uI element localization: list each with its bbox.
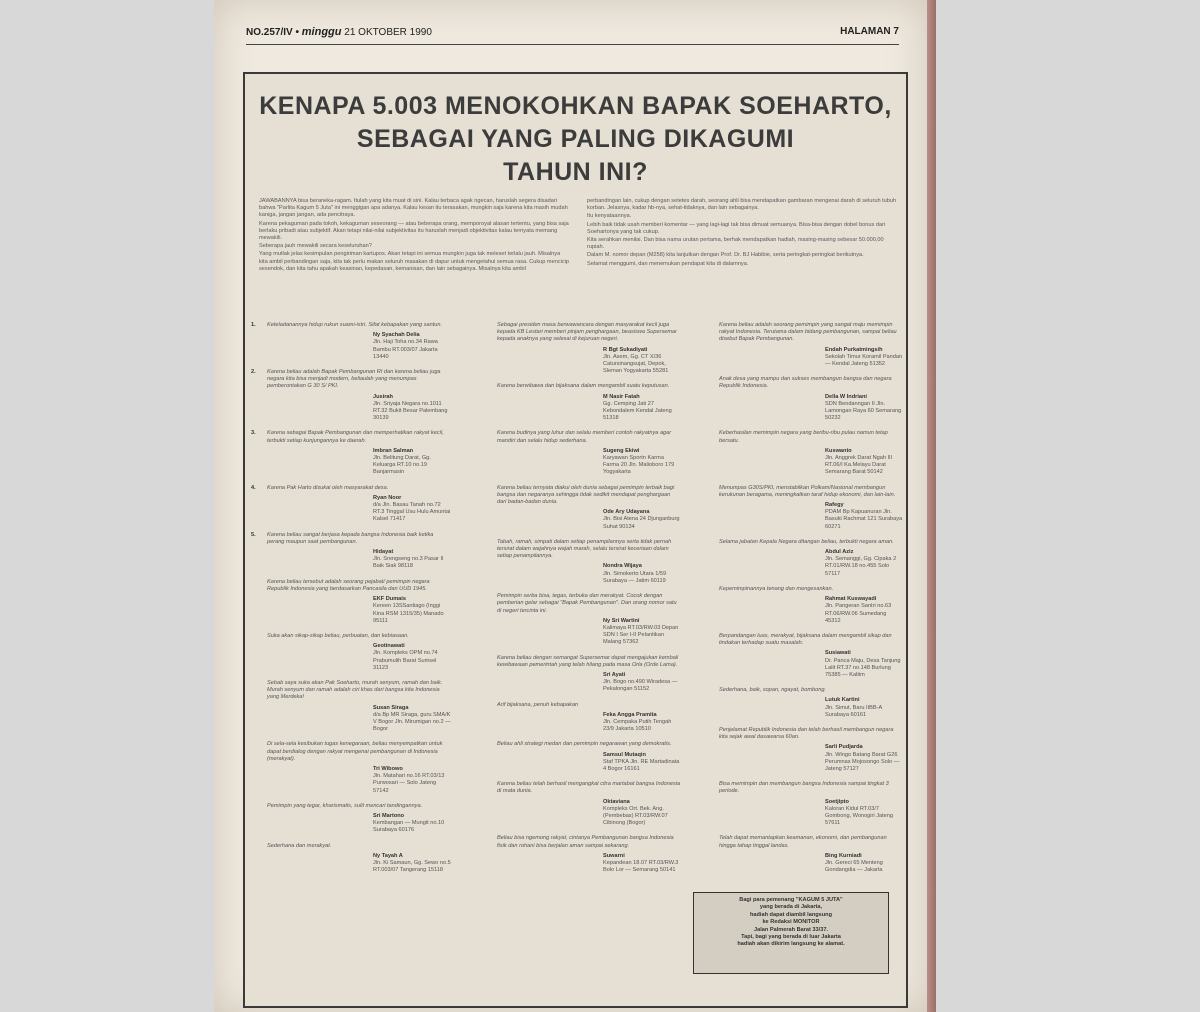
intro-left: [259, 198, 569, 274]
reader-entry: [481, 835, 681, 874]
entry-signature: [373, 495, 451, 524]
entry-address: Jln. Pangeran Santri no.63 RT.06/RW.06 Sumedang 45312: [825, 603, 892, 624]
entry-name: Nondra Wijaya: [603, 563, 642, 570]
notice-line: hadiah dapat diambil langsung: [749, 911, 833, 918]
entry-name: EKF Dumais: [373, 596, 406, 603]
entry-name: Abdul Aziz: [825, 549, 854, 556]
entry-address: Jln. Anggrek Darat Ngah III RT.06/I Ka.Melayu Darat Semarang Barat 50142: [825, 455, 893, 476]
entry-signature: [825, 744, 903, 773]
entry-quote: Bisa memimpin dan membangun bangsa Indonesia sampai tingkat 3 periode.: [719, 781, 889, 795]
entry-name: Tri Wibowo: [373, 765, 403, 772]
notice-line: ke Redaksi MONITOR: [762, 919, 820, 926]
entry-address: Kembangan — Mungit no.10 Surabaya 60176: [373, 820, 445, 834]
entry-signature: [825, 596, 903, 625]
entry-signature: [825, 394, 903, 423]
entry-name: Lutuk Kartini: [825, 697, 860, 704]
entry-signature: [825, 347, 903, 369]
entry-signature: [373, 813, 451, 835]
entry-address: Jln. Simut, Baru IIBB-A Surabaya 60161: [825, 704, 882, 718]
entry-address: Kaloran Kidul RT.03/7 Gombong, Wonogiri Jateng 57611: [825, 805, 893, 827]
reader-entry: [481, 430, 681, 476]
issue-date: 21 OKTOBER 1990: [344, 27, 432, 38]
entry-quote: Suka akan sikap-sikap beliau, perbuatan, dan kebiasaan.: [267, 632, 409, 639]
entry-name: Sri Martono: [373, 812, 405, 819]
reader-entry: [703, 835, 903, 874]
entry-name: Geotinawati: [373, 643, 405, 650]
entry-name: Susan Siraga: [373, 704, 409, 711]
entry-signature: [373, 643, 451, 672]
entry-address: Kepandean 18.07 RT.03/RW.3 Bolo Lor — Semarang 50141: [603, 859, 679, 874]
entry-address: Jln. Semanggi, Gg. Cipaka 2 RT.01/RW.18 no.455 Solo 57117: [825, 556, 897, 577]
entry-address: Jln. Sriyaja Negara no.1011 RT.32 Bukit Besar Palembang 30139: [373, 400, 448, 422]
reader-entry: [481, 539, 681, 585]
reader-entry: [703, 727, 903, 773]
entry-signature: [373, 332, 451, 361]
entry-signature: [825, 448, 903, 477]
entry-quote: Di sela-sela kesibukan tugas kenegaraan, beliau menyempatkan untuk dapat berdialog dengan rakyat mengenai pembangunan di Indonesia (merakyat).: [267, 741, 443, 762]
entry-signature: [373, 596, 451, 625]
entry-quote: Penjelamat Republik Indonesia dan telah berhasil membangun negara kita sejak awal dasawarsa 60an.: [719, 726, 894, 741]
entry-address: Jln. Ki Samaun, Gg. Sewo no.5 RT.003/07 Tangerang 15118: [373, 859, 451, 874]
reader-entry: [251, 803, 451, 835]
entry-name: Oktaviana: [603, 798, 630, 805]
entry-quote: Sebagai presiden masa berwawancara dengan masyarakat kecil juga kepada KB Lestari memberi pinjam penghargaan, beasiswa Supersemar kepada anaknya yang selesai di kejuruan negeri.: [497, 322, 678, 343]
entry-address: d/a Bp MR Siraga, guru SMA/K V Bogor Jln. Mirumigan no.2 — Bogor: [373, 711, 451, 733]
reader-entry: [703, 485, 903, 531]
entry-address: Jln. Simokerto Utara 1/59 Surabaya — Jatim 60119: [603, 570, 667, 584]
entry-name: Soetjipto: [825, 798, 849, 805]
reader-entry: [481, 781, 681, 827]
entry-name: Ny Sri Wartini: [603, 617, 640, 624]
reader-entry: [251, 322, 451, 361]
entry-quote: Karena budinya yang luhur dan selalu memberi contoh rakyatnya agar mandiri dan selalu hidup sederhana.: [497, 430, 672, 444]
advertorial-box: [243, 72, 908, 1008]
page-edge: [927, 0, 936, 1012]
entry-address: Jln. Asem, Gg. CT X/36 Catursinangsujat, Depok, Sleman Yogyakarta 55281: [603, 353, 669, 375]
entry-signature: [603, 712, 681, 734]
entry-address: Jln. Gereci 65 Menteng Gondangdia — Jakarta: [825, 859, 883, 874]
entry-quote: Selama jabatan Kepala Negara ditangan beliau, terbukti negara aman.: [719, 538, 894, 545]
entry-name: Ny Tayah A: [373, 852, 403, 859]
masthead-rule: [246, 44, 899, 45]
entry-signature: [825, 549, 903, 578]
entry-signature: [603, 394, 681, 423]
reader-entry: [481, 702, 681, 734]
entry-name: Feka Angga Pramita: [603, 711, 657, 718]
entry-name: Ryan Noor: [373, 494, 402, 501]
headline-line: SEBAGAI YANG PALING DIKAGUMI: [356, 125, 795, 153]
entry-quote: Karena beliau telah berhasil mengangkat citra martabat bangsa Indonesia di mata dunia.: [497, 781, 681, 795]
entry-signature: [373, 549, 451, 571]
reader-entry: [251, 680, 451, 733]
entry-name: Jusirah: [373, 393, 393, 400]
entry-quote: Keteladanannya hidup rukun suami-istri. Sifat kebapakan yang santun.: [267, 322, 443, 328]
entry-name: Samsul Mutaqin: [603, 751, 646, 758]
entry-name: Bing Kurniadi: [825, 852, 862, 859]
entry-address: Jln. Kompleks OPM no.74 Prabumulih Barat Sumsel 31123: [373, 650, 438, 671]
notice-line: Tapi, bagi yang berada di luar Jakarta: [741, 934, 841, 941]
entry-address: Jln. Haji Toha no.34 Rawa Bambu RT.003/07 Jakarta 13440: [373, 339, 438, 360]
entries-column-3: [703, 322, 903, 882]
intro-paragraph: Lebih baik tidak usah memberi komentar — yang lagi-lagi tak bisa dimuat semuanya. Bisa-bisa dengan dobel bonus dari Soehartonya yang tak cukup.: [587, 221, 886, 235]
entry-signature: [603, 672, 681, 694]
entry-name: Sugeng Ekiwi: [603, 447, 640, 454]
reader-entry: [251, 532, 451, 571]
intro-paragraph: Seberapa jauh mewakili secara keseluruhan?: [259, 243, 372, 250]
entry-address: Gg. Cemping Jati 27 Kebondalem Kendal Jateng 51318: [603, 400, 672, 422]
entry-signature: [603, 799, 681, 828]
entry-quote: Karena sebagai Bapak Pembangunan dan memperhatikan rakyat kecil, terbukti setiap kunjungannya ke daerah.: [267, 430, 444, 444]
entry-address: Jln. Wingo Batang Barat G26 Perumnas Mojosongo Solo — Jateng 57127: [825, 751, 900, 772]
entry-quote: Karena beliau adalah seorang pemimpin yang sangat maju memimpin rakyat Indonesia. Terutama dalam bidang pembangunan, sampai beliau disebut Bapak Pembangunan.: [719, 322, 897, 343]
entry-number: 2.: [251, 369, 256, 376]
entry-quote: Sederhana dan merakyat.: [267, 842, 332, 849]
entry-quote: Karena beliau adalah Bapak Pembangunan RI dan karena beliau juga negara kita bisa menjadi modern, beliaulah yang menumpas pemberontakan G 30 S/ PKI.: [267, 369, 441, 390]
reader-entry: [481, 383, 681, 422]
entry-quote: Sederhana, baik, sopan, ngayat, bombong.: [719, 687, 826, 694]
headline-line: TAHUN INI?: [503, 158, 648, 186]
entry-address: Karyawan Sportn Karma Farma 20 Jln. Malioboro 179 Yogyakarta: [603, 455, 675, 476]
reader-entry: [251, 579, 451, 625]
entry-name: M Nasir Fatah: [603, 393, 640, 400]
intro-paragraph: Itu kenyataannya.: [587, 213, 632, 220]
entry-signature: [825, 853, 903, 875]
notice-line: yang berada di Jakarta,: [759, 904, 823, 911]
entry-name: Della W Indriani: [825, 393, 867, 400]
entry-quote: Karena beliau ternyata diakui oleh dunia sebagai pemimpin terbaik bagi bangsa dan negaranya sehingga tidak sedikit mendapat penghargaan dari badan-badan dunia.: [497, 484, 675, 506]
entry-quote: Beliau bisa ngemong rakyat, cintanya Pembangunan bangsa Indonesia fisik dan rohani bisa berjalan aman sampai sekarang.: [497, 835, 674, 849]
reader-entry: [251, 633, 451, 672]
entry-signature: [825, 697, 903, 719]
entry-name: Rafegy: [825, 502, 844, 509]
entry-name: Susiawati: [825, 650, 851, 657]
notice-line: hadiah akan dikirim langsung ke alamat.: [737, 941, 845, 948]
entry-quote: Telah dapat memantapkan keamanan, ekonomi, dan pembangunan hingga tahap tinggal landas.: [719, 835, 887, 849]
entry-address: SDN Bendanngan II Jln. Lamongan Raya 60 Semarang 50232: [825, 400, 902, 422]
entry-address: Kalimaya RT.03/RW.03 Depan SDN I Ser I-II Pelantikan Malang 57362: [603, 624, 679, 646]
masthead: NO.257/IV • minggu 21 OKTOBER 1990 HALAMAN 7: [246, 26, 899, 38]
entry-signature: [603, 347, 681, 376]
reader-entry: [251, 485, 451, 524]
entry-address: Dr. Panca Maju, Desa Tanjung Lalit RT.37 no.148 Burlung 75385 — Kaltim: [825, 657, 901, 678]
reader-entry: [251, 843, 451, 875]
entry-signature: [603, 618, 681, 647]
entry-quote: Pemimpin yang tegar, kharismatis, sulit mencari tandingannya.: [267, 802, 423, 809]
newspaper-page: [214, 0, 927, 1012]
entry-quote: Keberhasilan memimpin negara yang beribu-ribu pulau namun tetap bersatu.: [719, 430, 888, 444]
notice-line: Bagi para pemenang "KAGUM 5 JUTA": [739, 897, 843, 903]
entry-signature: [603, 563, 681, 585]
reader-entry: [481, 655, 681, 694]
entry-quote: Tabah, ramah, simpati dalam setiap penampilannya serta tidak pernah tersirat dalam wajahnya wajah marah, selalu tersirat keceriaan dalam setiap penampilannya.: [497, 538, 672, 560]
entry-address: Jln. Srengseng no.3 Pasar II Baik Siak 98118: [373, 556, 444, 570]
entry-quote: Karena beliau dengan semangat Supersemar dapat mengajukan kembali kewibawaan pemerintah yang telah hilang pada masa Orla (Orde Lama).: [497, 654, 679, 668]
entry-quote: Karena berwibawa dan bijaksana dalam mengambil suatu keputusan.: [497, 383, 670, 390]
reader-entry: [251, 430, 451, 476]
entry-signature: [373, 766, 451, 795]
entry-address: Jln. Matahari no.16 RT.03/13 Purwosari — Solo Jateng 57142: [373, 773, 445, 794]
intro-paragraph: Dalam M. nomor depan (M258) kita lanjutkan dengan Prof. Dr. BJ Habibie, serta peringkat-peringkat berikutnya.: [587, 252, 864, 259]
newspaper-brand: minggu: [301, 26, 342, 38]
entry-name: Ny Syachah Delia: [373, 332, 420, 339]
notice-line: Jalan Palmerah Barat 33/37.: [753, 926, 828, 933]
entry-quote: Sebab saya suka akan Pak Soeharto, murah senyum, ramah dan baik. Murah senyum dan ramah adalah ciri khas dari bangsa kita Indonesia yang Merdeka!: [267, 679, 443, 701]
entry-quote: Berpandangan luas, merakyat, bijaksana dalam mengambil sikap dan tindakan terhadap suatu masalah.: [719, 632, 892, 647]
reader-entry: [703, 687, 903, 719]
reader-entry: [703, 539, 903, 578]
reader-entry: [703, 586, 903, 625]
entry-signature: [373, 705, 451, 734]
reader-entry: [703, 430, 903, 476]
entry-number: 4.: [251, 484, 256, 491]
entry-quote: Kepemimpinannya tenang dan mengesankan.: [719, 585, 834, 592]
entry-name: Kuswanto: [825, 447, 852, 454]
intro-right: [587, 198, 897, 269]
entry-quote: Karena beliau sangat berjasa kepada bangsa Indonesia baik ketika perang maupun saat pembangunan.: [267, 531, 434, 545]
entry-quote: Pemimpin serba bisa, tegas, terbuka dan merakyat. Cocok dengan pemberian gelar sebagai "Bapak Pembangunan". Dan orang nomor satu di negeri tercinta ini.: [497, 593, 677, 614]
page-number: HALAMAN 7: [840, 26, 899, 37]
entry-signature: [373, 448, 451, 477]
reader-entry: [703, 376, 903, 422]
entry-signature: [373, 853, 451, 875]
entry-signature: [825, 650, 903, 679]
entry-quote: Menumpas G30S/PKI, menstabilkan Polkam/Nasional membangun kerukunan beragama, meningkatkan taraf hidup ekonomi, dan lain-lain.: [719, 484, 896, 498]
intro-paragraph: Selamat menggumi, dan menemukan pendapat kita di dalamnya.: [587, 260, 749, 267]
entry-signature: [603, 752, 681, 774]
entry-quote: Karena beliau tersebut adalah seorang pejabat/ pemimpin negara Republik Indonesia yang berdasarkan Pancasila dan UUD 1945.: [267, 578, 430, 592]
reader-entry: [251, 369, 451, 422]
entry-address: Sekolah Timur Koramil Pandan — Kendal Jateng 51352: [825, 353, 903, 368]
entry-quote: Karena Pak Harto disukai oleh masyarakat desa.: [267, 484, 389, 491]
entry-name: Imbran Salman: [373, 447, 414, 454]
entry-address: d/a Jln. Basau Tanah no.72 RT.3 Tinggal Usu Hulu Amuntai Kalsel 71417: [373, 502, 451, 523]
entry-name: Ode Ary Udayana: [603, 509, 650, 516]
prize-notice-box: [693, 892, 889, 974]
entry-signature: [603, 448, 681, 477]
entries-column-1: [251, 322, 451, 882]
entry-signature: [603, 509, 681, 531]
entry-address: PDAM Bp Kapuanuran Jln. Basuki Rachmat 121 Surabaya 60271: [825, 509, 903, 530]
entry-name: Suwarni: [603, 852, 625, 859]
entry-signature: [603, 853, 681, 875]
entry-address: Jln. Bogo no.490 Wiradesa — Pekalongan 51152: [603, 679, 678, 693]
reader-entry: [703, 781, 903, 827]
entries-column-2: [481, 322, 681, 882]
reader-entry: [703, 322, 903, 368]
entry-name: Rahmat Kuswayadi: [825, 596, 877, 603]
entry-number: 3.: [251, 430, 256, 437]
entry-name: Sri Ayati: [603, 671, 626, 678]
headline: [255, 90, 896, 189]
reader-entry: [481, 741, 681, 773]
entry-number: 1.: [251, 322, 256, 328]
intro-paragraph: perbandingan lain, cukup dengan setetes darah, seorang ahli bisa mendapatkan gambaran mengenai darah di seluruh tubuh korban. Jelasnya, kadar hb-nya, sehat-tidaknya, dan lain sebagainya.: [587, 198, 897, 212]
entry-address: Staf TPKA Jln. RE Martadinata 4 Bogor 16161: [603, 758, 680, 772]
intro-paragraph: JAWABANNYA bisa beraneka-ragam. Itulah yang kita muat di sini. Kalau terbaca agak ngecan, haruslah segera disadari bahwa "Parlita Kagum 5 Juta" ini menggigan apa adanya. Kalau kesan itu terasakan, mungkin saja karena kita masih mudah kaniga, jangan jangan, ada pencitraya.: [259, 198, 568, 219]
reader-entry: [481, 322, 681, 375]
entry-signature: [825, 799, 903, 828]
entry-quote: Anak desa yang mampu dan sukses membangun bangsa dan negara Republik Indonesia.: [719, 376, 892, 390]
reader-entry: [703, 633, 903, 679]
entry-number: 5.: [251, 531, 256, 538]
reader-entry: [481, 485, 681, 531]
entry-address: Jln. Cempaka Putih Tengah 23/9 Jakarta 10510: [603, 718, 672, 733]
entry-address: Kompleks Ort. Bek. Ang. (Pembebas) RT.03/RW.07 Cibinong (Bogor): [603, 805, 668, 827]
entry-name: Endah Purkatmingsih: [825, 346, 883, 353]
entry-name: Sarli Pudjarda: [825, 744, 863, 751]
intro-paragraph: Kita serahkan menilai. Dan bisa nama urutan pertama, berhak mendapatkan hadiah, masing-masing sebesar 50.000,00 rupiah.: [587, 237, 884, 251]
entry-signature: [373, 394, 451, 423]
entry-address: Jln. Belitung Darat, Gg. Keluarga RT.10 no.19 Banjarmasin: [373, 455, 431, 476]
entry-address: Jln. Bisi Atena 24 Djunganburg Suhat 90134: [603, 516, 680, 530]
entry-quote: Arif bijaksana, penuh kebapakan: [497, 701, 579, 708]
headline-line: KENAPA 5.003 MENOKOHKAN BAPAK SOEHARTO,: [259, 92, 892, 120]
entry-name: R Bgt Sukadiyati: [603, 346, 648, 353]
entry-signature: [825, 502, 903, 531]
reader-entry: [481, 593, 681, 646]
intro-paragraph: Karena pekaguman pada tokoh, kekaguman seseorang — atau beberapa orang, memporoyal alasan tertentu, yang bisa saja berlaku pribadi atau subjektif. Akan tetapi nilai-nilai subjektivitas itu haruslah menjadi objektivitas kalau ternyata memang mewakili.: [259, 220, 569, 242]
entry-quote: Beliau ahli strategi medan dan pemimpin negarawan yang demokratis.: [497, 741, 672, 748]
issue-number: NO.257/IV: [246, 27, 293, 38]
reader-entry: [251, 741, 451, 794]
entry-address: Kereen 13SSantiago (Inggi Kina RSM 1315/35) Manado 95111: [373, 603, 444, 624]
intro-paragraph: Yang mutlak jelas kesimpulan pengiriman kartupos. Akan tetapi ini semua mungkin juga tak meleset terlalu jauh. Misalnya kita ambil perbandingan saja, kita tak perlu makan seluruh masakan di dapur untuk mengetahui semua rasa. Cukup mencicip sesendok, dan kita tahu apakah keasinan, kepedasan, kemanisan, dan lain sebagainya. Misalnya kita ambil: [259, 251, 570, 272]
entry-name: Hidayat: [373, 549, 394, 556]
